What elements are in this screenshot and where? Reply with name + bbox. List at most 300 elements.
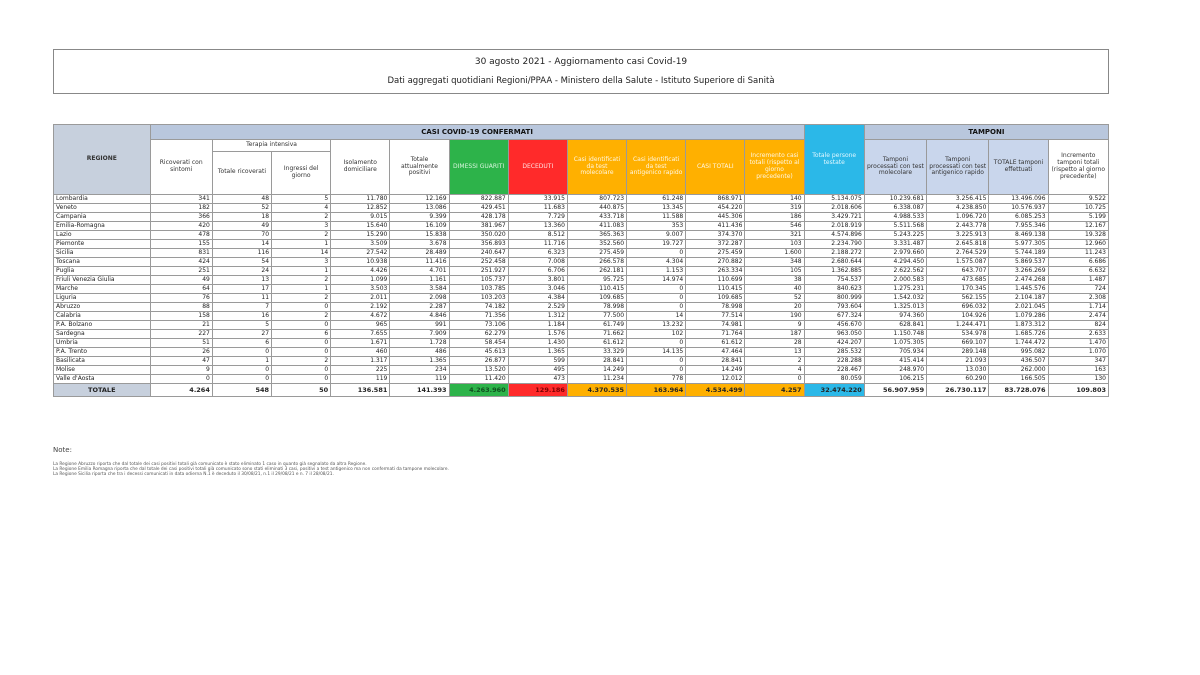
table-cell: 18: [212, 213, 271, 222]
table-row: [54, 267, 1109, 276]
table-cell: 12.852: [331, 204, 390, 213]
table-cell: 47: [150, 357, 212, 366]
table-cell: 270.882: [686, 258, 745, 267]
table-cell: 381.967: [449, 222, 508, 231]
table-row: [54, 285, 1109, 294]
table-cell: 696.032: [927, 303, 989, 312]
table-cell: 7.655: [331, 330, 390, 339]
table-cell: 14: [272, 249, 331, 258]
table-cell: 8.469.138: [989, 231, 1048, 240]
table-cell: 0: [272, 321, 331, 330]
table-cell: 26: [150, 348, 212, 357]
table-cell: 6.706: [508, 267, 567, 276]
table-cell: 1.575.087: [927, 258, 989, 267]
table-cell: 3.429.721: [804, 213, 864, 222]
table-cell: 0: [745, 375, 804, 384]
table-cell: 285.532: [804, 348, 864, 357]
table-cell: 7.909: [390, 330, 449, 339]
col-positivi: Totale attualmente positivi: [390, 140, 449, 195]
col-casi-totali: CASI TOTALI: [686, 140, 745, 195]
table-cell: 2: [745, 357, 804, 366]
table-cell: 2.098: [390, 294, 449, 303]
table-cell: 7.008: [508, 258, 567, 267]
table-cell: 2.018.919: [804, 222, 864, 231]
table-cell: 4.701: [390, 267, 449, 276]
table-cell: 1.099: [331, 276, 390, 285]
col-isolamento: Isolamento domiciliare: [331, 140, 390, 195]
table-cell: 705.934: [864, 348, 926, 357]
table-row: [54, 375, 1109, 384]
table-cell: 991: [390, 321, 449, 330]
table-cell: 807.723: [567, 195, 626, 204]
table-cell: 562.155: [927, 294, 989, 303]
table-cell: 433.718: [567, 213, 626, 222]
table-cell: 228.467: [804, 366, 864, 375]
table-row: [54, 195, 1109, 204]
table-cell: 6.686: [1048, 258, 1108, 267]
table-cell: 3.256.415: [927, 195, 989, 204]
table-cell: 352.560: [567, 240, 626, 249]
table-cell: 372.287: [686, 240, 745, 249]
table-cell: 341: [150, 195, 212, 204]
table-cell: 50: [272, 384, 331, 397]
table-cell: 6: [272, 330, 331, 339]
table-row: [54, 204, 1109, 213]
table-cell: 2: [272, 357, 331, 366]
table-cell: 155: [150, 240, 212, 249]
table-cell: 0: [272, 375, 331, 384]
table-cell: 6.338.087: [864, 204, 926, 213]
table-cell: 5.977.305: [989, 240, 1048, 249]
table-cell: 166.505: [989, 375, 1048, 384]
table-cell: 831: [150, 249, 212, 258]
table-cell: 2.443.778: [927, 222, 989, 231]
table-cell: 454.220: [686, 204, 745, 213]
table-cell: 415.414: [864, 357, 926, 366]
table-cell: 724: [1048, 285, 1108, 294]
table-total-row: [54, 384, 1109, 397]
table-cell: 170.345: [927, 285, 989, 294]
table-cell: 13.086: [390, 204, 449, 213]
table-cell: 4.294.450: [864, 258, 926, 267]
table-cell: 1.362.885: [804, 267, 864, 276]
table-cell: 4: [745, 366, 804, 375]
table-cell: 28.841: [686, 357, 745, 366]
table-cell: 13: [212, 276, 271, 285]
table-cell: 800.999: [804, 294, 864, 303]
table-cell: 11.683: [508, 204, 567, 213]
table-cell: 58.454: [449, 339, 508, 348]
table-cell: 2.633: [1048, 330, 1108, 339]
table-cell: 163: [1048, 366, 1108, 375]
notes-section: [53, 446, 449, 477]
table-cell: 11.243: [1048, 249, 1108, 258]
table-cell: 61.612: [567, 339, 626, 348]
table-cell: 347: [1048, 357, 1108, 366]
table-cell: 19.328: [1048, 231, 1108, 240]
table-cell: 0: [627, 285, 686, 294]
table-cell: 228.288: [804, 357, 864, 366]
table-cell: 2.192: [331, 303, 390, 312]
table-cell: 4.672: [331, 312, 390, 321]
table-cell: 40: [745, 285, 804, 294]
table-cell: 6.085.253: [989, 213, 1048, 222]
table-cell: 187: [745, 330, 804, 339]
table-cell: 105: [745, 267, 804, 276]
table-cell: 21: [150, 321, 212, 330]
table-cell: 1.445.576: [989, 285, 1048, 294]
table-cell: 141.393: [390, 384, 449, 397]
col-tamponi-antigenico: Tamponi processati con test antigenico rapido: [927, 140, 989, 195]
table-cell: 1.685.726: [989, 330, 1048, 339]
table-cell: 824: [1048, 321, 1108, 330]
table-cell: 411.083: [567, 222, 626, 231]
region-name: Valle d'Aosta: [54, 375, 151, 384]
col-ti-ingressi: Ingressi del giorno: [272, 151, 331, 194]
table-cell: 1.096.720: [927, 213, 989, 222]
table-cell: 1.671: [331, 339, 390, 348]
table-cell: 1.079.286: [989, 312, 1048, 321]
table-cell: 45.613: [449, 348, 508, 357]
table-cell: 16.109: [390, 222, 449, 231]
table-cell: 77.514: [686, 312, 745, 321]
table-row: [54, 366, 1109, 375]
table-cell: 130: [1048, 375, 1108, 384]
table-cell: 3.584: [390, 285, 449, 294]
notes-label: Note:: [53, 446, 72, 454]
table-cell: 103.203: [449, 294, 508, 303]
table-cell: 1.070: [1048, 348, 1108, 357]
table-cell: 12.167: [1048, 222, 1108, 231]
table-cell: 73.106: [449, 321, 508, 330]
table-cell: 26.877: [449, 357, 508, 366]
table-cell: 1.312: [508, 312, 567, 321]
table-cell: 0: [150, 375, 212, 384]
table-cell: 186: [745, 213, 804, 222]
table-cell: 251: [150, 267, 212, 276]
table-cell: 2.764.529: [927, 249, 989, 258]
table-cell: 88: [150, 303, 212, 312]
region-name: Marche: [54, 285, 151, 294]
report-subtitle: Dati aggregati quotidiani Regioni/PPAA - Ministero della Salute - Istituto Superiore di Sanità: [387, 76, 775, 86]
col-persone-testate: Totale persone testate: [804, 125, 864, 195]
table-cell: 4.988.533: [864, 213, 926, 222]
region-name: Emilia-Romagna: [54, 222, 151, 231]
table-cell: 7.729: [508, 213, 567, 222]
table-cell: 6.323: [508, 249, 567, 258]
table-cell: 74.182: [449, 303, 508, 312]
table-row: [54, 339, 1109, 348]
col-incremento-tamponi: Incremento tamponi totali (rispetto al giorno precedente): [1048, 140, 1108, 195]
table-cell: 95.725: [567, 276, 626, 285]
table-cell: 11.780: [331, 195, 390, 204]
table-cell: 2: [272, 231, 331, 240]
region-name: Toscana: [54, 258, 151, 267]
table-cell: 9.015: [331, 213, 390, 222]
table-cell: 1.161: [390, 276, 449, 285]
table-cell: 103: [745, 240, 804, 249]
table-cell: 0: [272, 303, 331, 312]
table-cell: 190: [745, 312, 804, 321]
table-cell: 49: [150, 276, 212, 285]
table-cell: 5.869.537: [989, 258, 1048, 267]
table-cell: 460: [331, 348, 390, 357]
table-cell: 4.846: [390, 312, 449, 321]
table-cell: 252.458: [449, 258, 508, 267]
table-cell: 677.324: [804, 312, 864, 321]
table-cell: 78.998: [567, 303, 626, 312]
table-cell: 3.678: [390, 240, 449, 249]
table-cell: 965: [331, 321, 390, 330]
region-name: Molise: [54, 366, 151, 375]
table-cell: 0: [212, 375, 271, 384]
table-cell: 350.020: [449, 231, 508, 240]
table-cell: 6: [212, 339, 271, 348]
table-cell: 1: [272, 267, 331, 276]
table-cell: 3.503: [331, 285, 390, 294]
table-cell: 1.325.013: [864, 303, 926, 312]
table-cell: 3.509: [331, 240, 390, 249]
table-cell: 77.500: [567, 312, 626, 321]
table-cell: 3.331.487: [864, 240, 926, 249]
table-cell: 28: [745, 339, 804, 348]
table-cell: 7: [212, 303, 271, 312]
table-cell: 2.474: [1048, 312, 1108, 321]
region-name: Friuli Venezia Giulia: [54, 276, 151, 285]
table-cell: 262.181: [567, 267, 626, 276]
table-cell: 119: [390, 375, 449, 384]
table-cell: 136.581: [331, 384, 390, 397]
table-cell: 83.728.076: [989, 384, 1048, 397]
region-name: Sardegna: [54, 330, 151, 339]
table-cell: 0: [272, 339, 331, 348]
table-cell: 140: [745, 195, 804, 204]
table-cell: 2.680.644: [804, 258, 864, 267]
table-cell: 3.266.269: [989, 267, 1048, 276]
table-cell: 1.728: [390, 339, 449, 348]
table-cell: 963.050: [804, 330, 864, 339]
table-row: [54, 357, 1109, 366]
table-row: [54, 312, 1109, 321]
table-cell: 11.716: [508, 240, 567, 249]
table-cell: 0: [627, 249, 686, 258]
table-cell: 11: [212, 294, 271, 303]
table-cell: 51: [150, 339, 212, 348]
table-cell: 599: [508, 357, 567, 366]
region-name: Campania: [54, 213, 151, 222]
table-cell: 80.059: [804, 375, 864, 384]
table-cell: 266.578: [567, 258, 626, 267]
col-deceduti: DECEDUTI: [508, 140, 567, 195]
table-cell: 428.178: [449, 213, 508, 222]
table-cell: 13.360: [508, 222, 567, 231]
table-cell: 109.803: [1048, 384, 1108, 397]
table-cell: 473.685: [927, 276, 989, 285]
note-line: La Regione Sicilia riporta che tra i decessi comunicati in data odierna N.1 è deceduto il 30/08/21, n.1 il 29/08/21 e n. 7 il 28/08/21.: [53, 472, 334, 477]
report-header: [53, 49, 1109, 94]
region-name: Sicilia: [54, 249, 151, 258]
table-cell: 366: [150, 213, 212, 222]
table-cell: 4.257: [745, 384, 804, 397]
region-name: Abruzzo: [54, 303, 151, 312]
table-cell: 445.306: [686, 213, 745, 222]
table-cell: 643.707: [927, 267, 989, 276]
table-cell: 5.243.225: [864, 231, 926, 240]
table-cell: 822.887: [449, 195, 508, 204]
table-cell: 12.960: [1048, 240, 1108, 249]
table-cell: 13.030: [927, 366, 989, 375]
note-line: La Regione Abruzzo riporta che dal totale dei casi positivi totali già comunicato è stato eliminato 1 caso in quanto già segnalato da altra Regione.: [53, 462, 367, 467]
table-cell: 182: [150, 204, 212, 213]
table-cell: 32.474.220: [804, 384, 864, 397]
table-cell: 995.082: [989, 348, 1048, 357]
table-cell: 436.507: [989, 357, 1048, 366]
table-cell: 52: [745, 294, 804, 303]
table-cell: 163.964: [627, 384, 686, 397]
table-cell: 158: [150, 312, 212, 321]
table-cell: 1: [272, 240, 331, 249]
table-cell: 56.907.959: [864, 384, 926, 397]
table-cell: 15.838: [390, 231, 449, 240]
table-cell: 9.007: [627, 231, 686, 240]
table-cell: 14.249: [686, 366, 745, 375]
table-cell: 9.522: [1048, 195, 1108, 204]
table-cell: 0: [627, 339, 686, 348]
col-tamponi-totale: TOTALE tamponi effettuati: [989, 140, 1048, 195]
table-cell: 109.685: [567, 294, 626, 303]
table-cell: 1.430: [508, 339, 567, 348]
table-cell: 5.744.189: [989, 249, 1048, 258]
table-cell: 1.365: [390, 357, 449, 366]
table-cell: 110.415: [567, 285, 626, 294]
table-cell: 374.370: [686, 231, 745, 240]
table-cell: 0: [272, 348, 331, 357]
table-cell: 868.971: [686, 195, 745, 204]
table-cell: 11.588: [627, 213, 686, 222]
table-cell: 6.632: [1048, 267, 1108, 276]
table-cell: 440.875: [567, 204, 626, 213]
table-cell: 486: [390, 348, 449, 357]
table-row: [54, 213, 1109, 222]
table-cell: 60.290: [927, 375, 989, 384]
table-cell: 1.542.032: [864, 294, 926, 303]
table-cell: 26.730.117: [927, 384, 989, 397]
table-row: [54, 231, 1109, 240]
table-cell: 0: [212, 348, 271, 357]
table-cell: 4.534.499: [686, 384, 745, 397]
table-cell: 1.470: [1048, 339, 1108, 348]
table-cell: 116: [212, 249, 271, 258]
col-ricoverati: Ricoverati con sintomi: [150, 140, 212, 195]
table-cell: 33.329: [567, 348, 626, 357]
table-cell: 2.234.790: [804, 240, 864, 249]
table-cell: 4.426: [331, 267, 390, 276]
table-cell: 3.225.913: [927, 231, 989, 240]
table-cell: 1.153: [627, 267, 686, 276]
table-cell: 1.244.471: [927, 321, 989, 330]
table-cell: 0: [272, 366, 331, 375]
table-cell: 102: [627, 330, 686, 339]
table-cell: 5: [272, 195, 331, 204]
table-cell: 9.399: [390, 213, 449, 222]
table-cell: 0: [212, 366, 271, 375]
table-cell: 64: [150, 285, 212, 294]
table-cell: 411.436: [686, 222, 745, 231]
table-cell: 14.135: [627, 348, 686, 357]
table-cell: 71.764: [686, 330, 745, 339]
table-cell: 321: [745, 231, 804, 240]
table-cell: 14: [212, 240, 271, 249]
table-cell: 793.604: [804, 303, 864, 312]
table-cell: 1.600: [745, 249, 804, 258]
table-cell: 1.576: [508, 330, 567, 339]
table-cell: 2.188.272: [804, 249, 864, 258]
table-cell: 424.207: [804, 339, 864, 348]
table-cell: 1: [272, 285, 331, 294]
table-cell: 262.000: [989, 366, 1048, 375]
table-cell: 71.356: [449, 312, 508, 321]
table-cell: 2: [272, 294, 331, 303]
region-name: P.A. Trento: [54, 348, 151, 357]
table-row: [54, 258, 1109, 267]
table-cell: 1.075.305: [864, 339, 926, 348]
table-cell: 225: [331, 366, 390, 375]
table-cell: 5.199: [1048, 213, 1108, 222]
col-guariti: DIMESSI GUARITI: [449, 140, 508, 195]
table-cell: 13.520: [449, 366, 508, 375]
table-cell: 14.249: [567, 366, 626, 375]
table-cell: 1.317: [331, 357, 390, 366]
col-tamponi-molecolare: Tamponi processati con test molecolare: [864, 140, 926, 195]
table-cell: 11.416: [390, 258, 449, 267]
table-cell: 28.841: [567, 357, 626, 366]
table-cell: 1.714: [1048, 303, 1108, 312]
table-cell: 4.264: [150, 384, 212, 397]
col-antigenico: Casi identificati da test antigenico rapido: [627, 140, 686, 195]
table-cell: 275.459: [686, 249, 745, 258]
table-cell: 4.384: [508, 294, 567, 303]
table-cell: 10.725: [1048, 204, 1108, 213]
table-cell: 495: [508, 366, 567, 375]
table-cell: 54: [212, 258, 271, 267]
region-name: P.A. Bolzano: [54, 321, 151, 330]
table-cell: 21.093: [927, 357, 989, 366]
region-name: Piemonte: [54, 240, 151, 249]
table-cell: 548: [212, 384, 271, 397]
region-name: Lombardia: [54, 195, 151, 204]
table-cell: 669.107: [927, 339, 989, 348]
table-cell: 1.744.472: [989, 339, 1048, 348]
table-cell: 1: [212, 357, 271, 366]
table-cell: 2.018.606: [804, 204, 864, 213]
table-cell: 7.955.346: [989, 222, 1048, 231]
table-row: [54, 303, 1109, 312]
table-cell: 14: [627, 312, 686, 321]
table-row: [54, 294, 1109, 303]
table-cell: 2.645.818: [927, 240, 989, 249]
table-cell: 0: [627, 294, 686, 303]
table-cell: 2.622.562: [864, 267, 926, 276]
table-cell: 974.360: [864, 312, 926, 321]
table-cell: 15.290: [331, 231, 390, 240]
table-cell: 2.308: [1048, 294, 1108, 303]
region-name: Umbria: [54, 339, 151, 348]
table-cell: 289.148: [927, 348, 989, 357]
region-name: Basilicata: [54, 357, 151, 366]
region-name: Liguria: [54, 294, 151, 303]
table-cell: 52: [212, 204, 271, 213]
table-cell: 13: [745, 348, 804, 357]
